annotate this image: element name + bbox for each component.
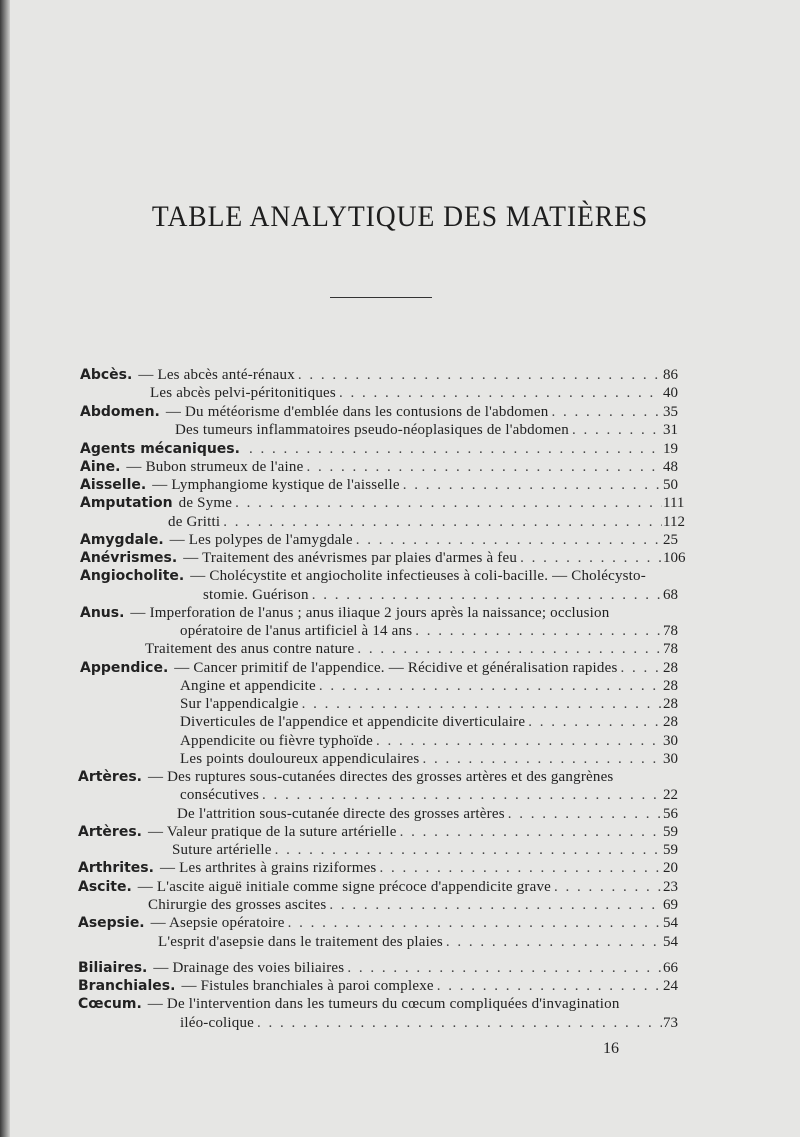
toc-entry-text: Angine et appendicite <box>180 678 316 694</box>
toc-entry-page: 28 <box>663 678 678 694</box>
toc-entry-row <box>180 1014 662 1033</box>
toc-entry <box>0 586 800 605</box>
toc-entry <box>0 421 800 440</box>
toc-entry <box>0 1014 800 1033</box>
toc-entry-page: 48 <box>663 459 678 475</box>
toc-entry-heading: Abcès. <box>80 367 133 383</box>
toc-entry-text: — Cancer primitif de l'appendice. — Récidive et généralisation rapides <box>174 660 618 676</box>
dot-leader <box>443 933 662 952</box>
toc-entry-text: de Syme <box>178 495 233 511</box>
toc-entry-row <box>78 859 662 878</box>
toc-entry <box>0 732 800 751</box>
toc-entry-text: de Gritti <box>168 514 221 530</box>
toc-entry <box>0 513 800 532</box>
dot-leader <box>353 531 662 550</box>
toc-entry-row <box>180 695 662 714</box>
toc-entry <box>0 914 800 933</box>
toc-entry <box>0 366 800 385</box>
toc-entry-text: Suture artérielle <box>172 842 272 858</box>
toc-entry-page: 28 <box>663 714 678 730</box>
toc-entry <box>0 476 800 495</box>
dot-leader <box>299 695 662 714</box>
toc-entry-page: 78 <box>663 623 678 639</box>
toc-entry <box>0 823 800 842</box>
toc-entry-text: stomie. Guérison <box>203 587 309 603</box>
toc-entry-text: — Bubon strumeux de l'aine <box>126 459 304 475</box>
toc-entry-text: Sur l'appendicalgie <box>180 696 299 712</box>
toc-entry-page: 24 <box>663 978 678 994</box>
toc-entry <box>0 494 800 513</box>
toc-entry-page: 22 <box>663 787 678 803</box>
dot-leader <box>259 786 662 805</box>
toc-entry-text: — Fistules branchiales à paroi complexe <box>181 978 434 994</box>
toc-entry-text: iléo-colique <box>180 1015 255 1031</box>
toc-entry <box>0 977 800 996</box>
toc-entry <box>0 659 800 678</box>
toc-entry-page: 19 <box>663 441 678 457</box>
dot-leader <box>505 805 662 824</box>
toc-entry-row <box>203 586 662 605</box>
toc-entry-text: — L'ascite aiguë initiale comme signe précoce d'appendicite grave <box>137 879 552 895</box>
toc-entry-text: — Du météorisme d'emblée dans les contusions de l'abdomen <box>165 404 549 420</box>
toc-entry-heading: Angiocholite. <box>80 568 185 584</box>
toc-entry-text: — Imperforation de l'anus ; anus iliaque 2 jours après la naissance; occlusion <box>130 605 610 621</box>
toc-entry <box>0 677 800 696</box>
toc-entry-text: Les points douloureux appendiculaires <box>180 751 420 767</box>
dot-leader <box>618 659 663 678</box>
toc-entry-page: 78 <box>663 641 678 657</box>
toc-entry <box>0 768 800 787</box>
toc-entry-text: — Les polypes de l'amygdale <box>169 532 353 548</box>
toc-entry-page: 28 <box>663 696 678 712</box>
toc-entry-heading: Anus. <box>80 605 125 621</box>
toc-entry-text: — Drainage des voies biliaires <box>153 960 345 976</box>
toc-entry-page: 66 <box>663 960 678 976</box>
toc-entry-row <box>80 567 662 586</box>
toc-entry-row <box>180 713 662 732</box>
toc-entry-page: 69 <box>663 897 678 913</box>
toc-entry-page: 54 <box>663 934 678 950</box>
toc-entry-text: Appendicite ou fièvre typhoïde <box>180 733 374 749</box>
toc-entry-heading: Appendice. <box>80 660 169 676</box>
toc-entry-page: 25 <box>663 532 678 548</box>
dot-leader <box>316 677 662 696</box>
toc-entry-row <box>80 604 662 623</box>
toc-entry-text: Les abcès pelvi-péritonitiques <box>150 385 336 401</box>
toc-entry <box>0 458 800 477</box>
toc-entry-page: 56 <box>663 806 678 822</box>
toc-entry-row <box>80 458 662 477</box>
toc-entry <box>0 384 800 403</box>
toc-entry-row <box>80 440 662 459</box>
dot-leader <box>419 750 662 769</box>
toc-entry <box>0 403 800 422</box>
toc-entry <box>0 604 800 623</box>
toc-entry-heading: Agents mécaniques. <box>80 441 240 457</box>
toc-entry-row <box>78 914 662 933</box>
toc-entry <box>0 995 800 1014</box>
toc-entry-heading: Artères. <box>78 769 142 785</box>
toc-entry-heading: Artères. <box>78 824 142 840</box>
toc-entry <box>0 750 800 769</box>
toc-entry-text: — Lymphangiome kystique de l'aisselle <box>152 477 400 493</box>
toc-entry-heading: Cœcum. <box>78 996 142 1012</box>
toc-entry-text: Chirurgie des grosses ascites <box>148 897 327 913</box>
toc-entry-text: — Asepsie opératoire <box>150 915 285 931</box>
toc-entry-row <box>158 933 662 952</box>
toc-entry-heading: Amputation <box>80 495 173 511</box>
dot-leader <box>517 549 662 568</box>
toc-entry-page: 50 <box>663 477 678 493</box>
dot-leader <box>344 959 662 978</box>
toc-entry-row <box>180 732 662 751</box>
dot-leader <box>548 403 662 422</box>
toc-entry-heading: Biliaires. <box>78 960 148 976</box>
toc-entry <box>0 786 800 805</box>
toc-entry <box>0 878 800 897</box>
toc-entry <box>0 695 800 714</box>
toc-entry-row <box>78 959 662 978</box>
toc-entry-row <box>175 421 662 440</box>
toc-entry-text: — Traitement des anévrismes par plaies d'armes à feu <box>183 550 518 566</box>
toc-entry-heading: Arthrites. <box>78 860 154 876</box>
toc-entry <box>0 805 800 824</box>
toc-entry-text: — Valeur pratique de la suture artérielle <box>147 824 397 840</box>
dot-leader <box>400 476 662 495</box>
toc-entry-page: 20 <box>663 860 678 876</box>
toc-entry-page: 59 <box>663 824 678 840</box>
page-number: 16 <box>603 1040 619 1057</box>
toc-entry-page: 59 <box>663 842 678 858</box>
toc-entry-heading: Abdomen. <box>80 404 160 420</box>
toc-entry-row <box>80 366 662 385</box>
toc-entry <box>0 549 800 568</box>
dot-leader <box>551 878 662 897</box>
toc-entry-row <box>168 513 662 532</box>
toc-entry-text: — Les abcès anté-rénaux <box>138 367 295 383</box>
toc-entry-row <box>80 494 662 513</box>
toc-entry-heading: Anévrismes. <box>80 550 178 566</box>
toc-entry-row <box>78 823 662 842</box>
dot-leader <box>569 421 662 440</box>
toc-entry-page: 35 <box>663 404 678 420</box>
toc-entry-row <box>80 659 662 678</box>
dot-leader <box>232 494 662 513</box>
dot-leader <box>376 859 662 878</box>
toc-entry-heading: Asepsie. <box>78 915 145 931</box>
toc-entry-page: 68 <box>663 587 678 603</box>
toc-entry-heading: Aine. <box>80 459 121 475</box>
dot-leader <box>309 586 662 605</box>
toc-entry-row <box>148 896 662 915</box>
toc-entry-row <box>150 384 662 403</box>
dot-leader <box>246 440 662 459</box>
toc-entry-row <box>78 977 662 996</box>
toc-entry <box>0 713 800 732</box>
toc-entry-text: L'esprit d'asepsie dans le traitement des plaies <box>158 934 443 950</box>
toc-entry-row <box>78 768 662 787</box>
toc-entry-row <box>80 476 662 495</box>
toc-entry <box>0 933 800 952</box>
dot-leader <box>434 977 662 996</box>
toc-entry <box>0 640 800 659</box>
toc-entry-text: Des tumeurs inflammatoires pseudo-néoplasiques de l'abdomen <box>175 422 569 438</box>
toc-entry-row <box>180 750 662 769</box>
toc-entry-text: — Des ruptures sous-cutanées directes des grosses artères et des gangrènes <box>147 769 614 785</box>
toc-entry <box>0 959 800 978</box>
toc-entry-page: 112 <box>663 514 685 530</box>
page-title: TABLE ANALYTIQUE DES MATIÈRES <box>151 200 649 233</box>
toc-entry-heading: Ascite. <box>78 879 132 895</box>
toc-entry-page: 54 <box>663 915 678 931</box>
toc-entry-row <box>78 995 662 1014</box>
toc-entry-row <box>180 786 662 805</box>
toc-entry-page: 30 <box>663 751 678 767</box>
toc-entry-text: — Les arthrites à grains riziformes <box>159 860 377 876</box>
dot-leader <box>272 841 662 860</box>
toc-entry-page: 111 <box>663 495 685 511</box>
toc-entry <box>0 859 800 878</box>
toc-entry <box>0 531 800 550</box>
dot-leader <box>397 823 662 842</box>
toc-entry-heading: Aisselle. <box>80 477 147 493</box>
toc-entry-text: De l'attrition sous-cutanée directe des grosses artères <box>177 806 505 822</box>
toc-entry-row <box>80 549 662 568</box>
toc-entry-text: consécutives <box>180 787 260 803</box>
toc-entry-page: 73 <box>663 1015 678 1031</box>
toc-entry-text: Traitement des anus contre nature <box>145 641 355 657</box>
toc-entry-row <box>80 531 662 550</box>
toc-entry-page: 40 <box>663 385 678 401</box>
toc-entry <box>0 622 800 641</box>
toc-entry-row <box>80 403 662 422</box>
toc-entry-page: 28 <box>663 660 678 676</box>
toc-entry-page: 31 <box>663 422 678 438</box>
toc-entry-text: opératoire de l'anus artificiel à 14 ans <box>180 623 413 639</box>
dot-leader <box>254 1014 662 1033</box>
toc-entry-text: — Cholécystite et angiocholite infectieuses à coli-bacille. — Cholécysto- <box>190 568 646 584</box>
dot-leader <box>295 366 662 385</box>
toc-entry <box>0 896 800 915</box>
dot-leader <box>525 713 662 732</box>
title-divider <box>330 297 432 298</box>
toc-entry-text: Diverticules de l'appendice et appendicite diverticulaire <box>180 714 526 730</box>
toc-entry-heading: Amygdale. <box>80 532 164 548</box>
dot-leader <box>326 896 662 915</box>
dot-leader <box>373 732 662 751</box>
dot-leader <box>220 513 662 532</box>
toc-entry-page: 30 <box>663 733 678 749</box>
toc-entry-page: 86 <box>663 367 678 383</box>
dot-leader <box>336 384 662 403</box>
toc-entry-row <box>177 805 662 824</box>
toc-entry-row <box>145 640 662 659</box>
toc-entry-row <box>172 841 662 860</box>
toc-entry-page: 23 <box>663 879 678 895</box>
toc-entry-row <box>180 677 662 696</box>
toc-entry-row <box>78 878 662 897</box>
toc-entry <box>0 440 800 459</box>
dot-leader <box>412 622 662 641</box>
toc-entry-row <box>180 622 662 641</box>
toc-entry <box>0 841 800 860</box>
dot-leader <box>303 458 662 477</box>
dot-leader <box>285 914 662 933</box>
toc-entry-text: — De l'intervention dans les tumeurs du cœcum compliquées d'invagination <box>147 996 620 1012</box>
toc-entry <box>0 567 800 586</box>
dot-leader <box>354 640 662 659</box>
toc-entry-heading: Branchiales. <box>78 978 176 994</box>
toc-entry-page: 106 <box>663 550 686 566</box>
